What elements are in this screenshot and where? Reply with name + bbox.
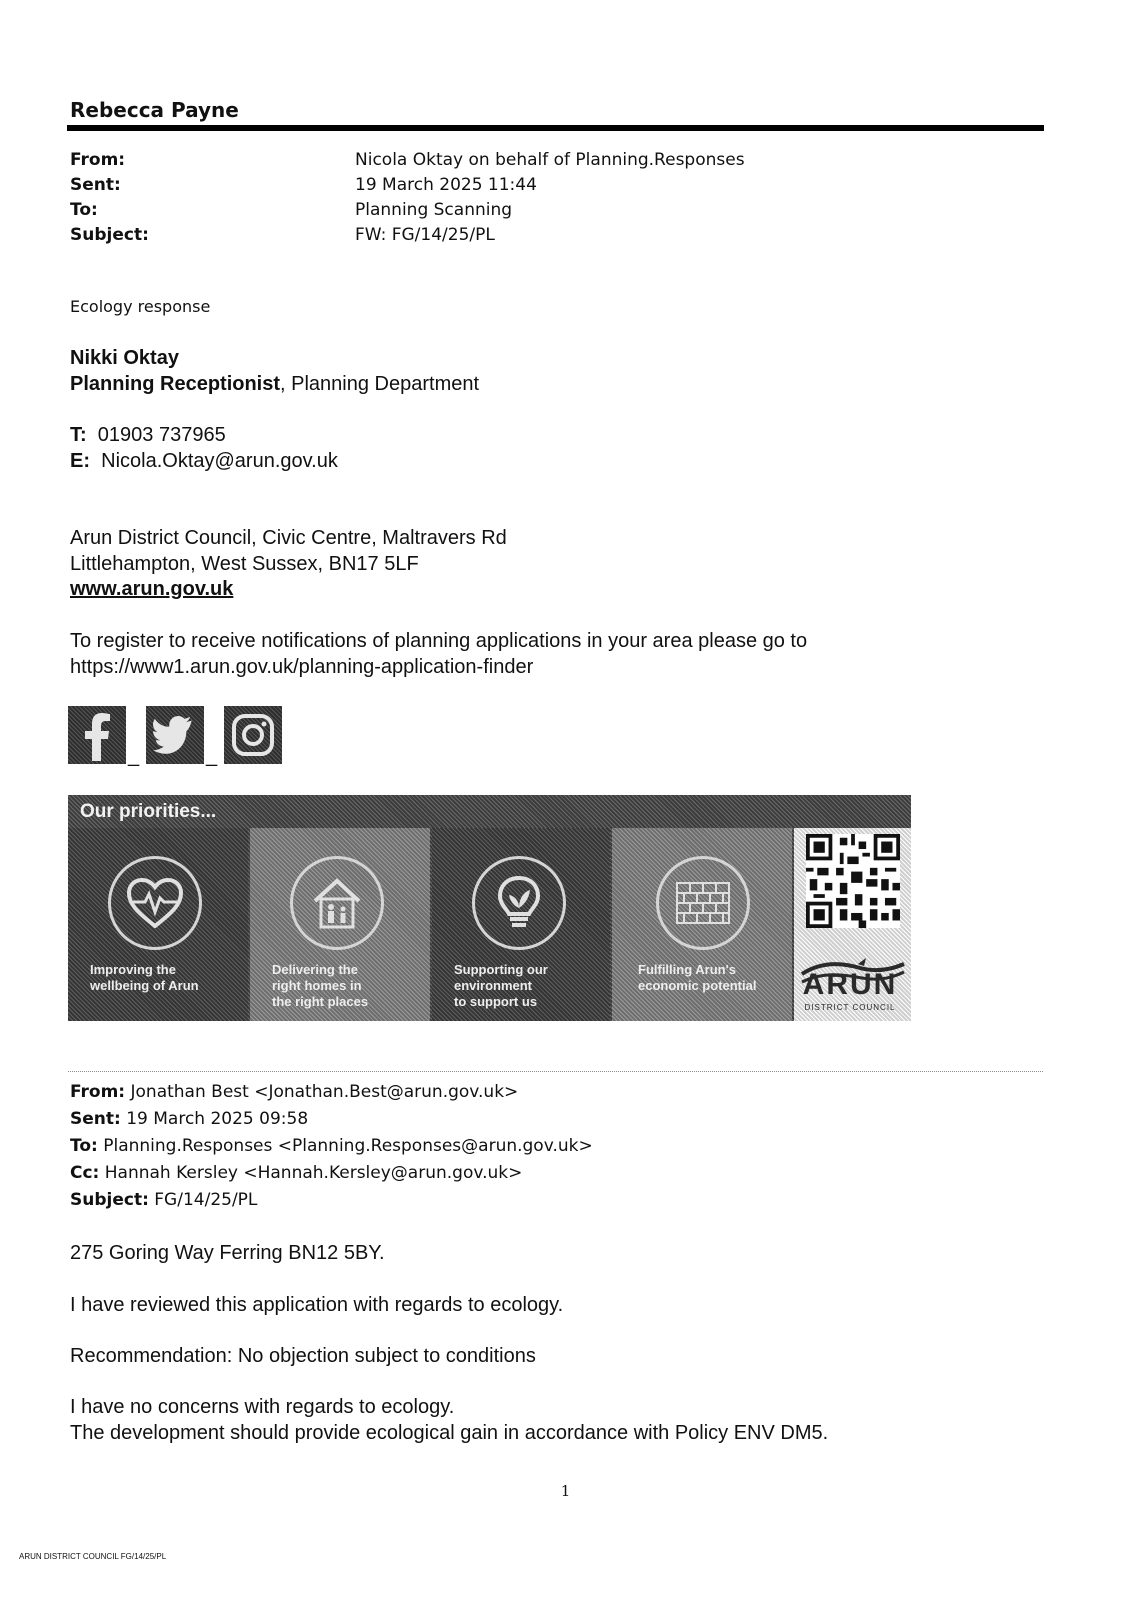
priority-label: Fulfilling Arun's economic potential (638, 962, 757, 993)
signature-email-line (70, 450, 338, 473)
email-label: E: (70, 450, 90, 472)
signature-role: Planning Receptionist (70, 373, 281, 395)
heart-pulse-icon (108, 856, 202, 950)
priorities-banner (68, 795, 911, 1021)
signature-phone-line (70, 424, 226, 447)
arun-logo-word: ARUN (802, 968, 898, 1001)
forwarded-sent-line: Sent: 19 March 2025 09:58 (70, 1109, 309, 1129)
forwarded-to-line: To: Planning.Responses <Planning.Responses@arun.gov.uk> (70, 1136, 593, 1156)
phone-label: T: (70, 424, 87, 446)
forwarded-cc-value: Hannah Kersley <Hannah.Kersley@arun.gov.uk> (104, 1163, 523, 1183)
address-line-2: Littlehampton, West Sussex, BN17 5LF (70, 553, 419, 575)
priority-tile-environment (432, 828, 610, 1021)
forwarded-subject-line: Subject: FG/14/25/PL (70, 1190, 258, 1210)
social-separator: _ (206, 745, 218, 767)
notice-line-1: To register to receive notifications of planning applications in your area please go to (70, 630, 808, 652)
forwarded-cc-line: Cc: Hannah Kersley <Hannah.Kersley@arun.gov.uk> (70, 1163, 523, 1183)
recommendation-text: Recommendation: No objection subject to conditions (70, 1345, 536, 1367)
priority-tile-wellbeing (68, 828, 248, 1021)
forward-divider (68, 1071, 1043, 1072)
priority-label: Delivering the right homes in the right places (272, 962, 369, 1009)
from-label: From: (70, 150, 126, 170)
signature-department: , Planning Department (280, 373, 480, 395)
website-link[interactable]: www.arun.gov.uk (70, 578, 234, 600)
house-family-icon (290, 856, 384, 950)
page-number: 1 (560, 1482, 571, 1500)
arun-qr-logo-tile (794, 828, 911, 1021)
header-rule (67, 125, 1044, 131)
document-owner-name: Rebecca Payne (70, 98, 239, 122)
forwarded-from-line: From: Jonathan Best <Jonathan.Best@arun.gov.uk> (70, 1082, 519, 1102)
to-label: To: (70, 200, 98, 220)
email-link[interactable]: Nicola.Oktay@arun.gov.uk (101, 450, 338, 472)
concerns-text: I have no concerns with regards to ecology. (70, 1396, 455, 1418)
brick-wall-icon (656, 856, 750, 950)
intro-text: Ecology response (70, 297, 211, 316)
reviewed-text: I have reviewed this application with regards to ecology. (70, 1294, 564, 1316)
phone-value[interactable]: 01903 737965 (97, 424, 226, 446)
qr-code-icon[interactable] (806, 834, 900, 928)
notice-url[interactable]: https://www1.arun.gov.uk/planning-application-finder (70, 656, 534, 678)
development-text: The development should provide ecological gain in accordance with Policy ENV DM5. (70, 1422, 829, 1444)
subject-label: Subject: (70, 225, 149, 245)
lightbulb-leaf-icon (472, 856, 566, 950)
forwarded-to-value: Planning.Responses <Planning.Responses@arun.gov.uk> (103, 1136, 593, 1156)
priority-tile-homes (250, 828, 430, 1021)
signature-name: Nikki Oktay (70, 347, 179, 369)
footer-reference: ARUN DISTRICT COUNCIL FG/14/25/PL (19, 1552, 167, 1561)
site-address: 275 Goring Way Ferring BN12 5BY. (70, 1242, 385, 1264)
address-line-1: Arun District Council, Civic Centre, Maltravers Rd (70, 527, 507, 549)
priority-label: Supporting our environment to support us (454, 962, 548, 1009)
subject-value: FW: FG/14/25/PL (355, 225, 495, 245)
facebook-icon[interactable] (68, 706, 126, 764)
social-separator: _ (128, 745, 140, 767)
priority-tile-economic (612, 828, 792, 1021)
twitter-icon[interactable] (146, 706, 204, 764)
sent-value: 19 March 2025 11:44 (355, 175, 537, 195)
banner-title: Our priorities... (80, 801, 217, 822)
from-value: Nicola Oktay on behalf of Planning.Responses (355, 150, 745, 170)
forwarded-subject-value: FG/14/25/PL (154, 1190, 258, 1210)
forwarded-from-value: Jonathan Best <Jonathan.Best@arun.gov.uk> (130, 1082, 519, 1102)
forwarded-sent-value: 19 March 2025 09:58 (126, 1109, 309, 1129)
signature-role-line (70, 373, 479, 396)
instagram-icon[interactable] (224, 706, 282, 764)
arun-logo-subtitle: DISTRICT COUNCIL (804, 1003, 896, 1012)
priority-label: Improving the wellbeing of Arun (90, 962, 199, 993)
sent-label: Sent: (70, 175, 121, 195)
to-value: Planning Scanning (355, 200, 513, 220)
